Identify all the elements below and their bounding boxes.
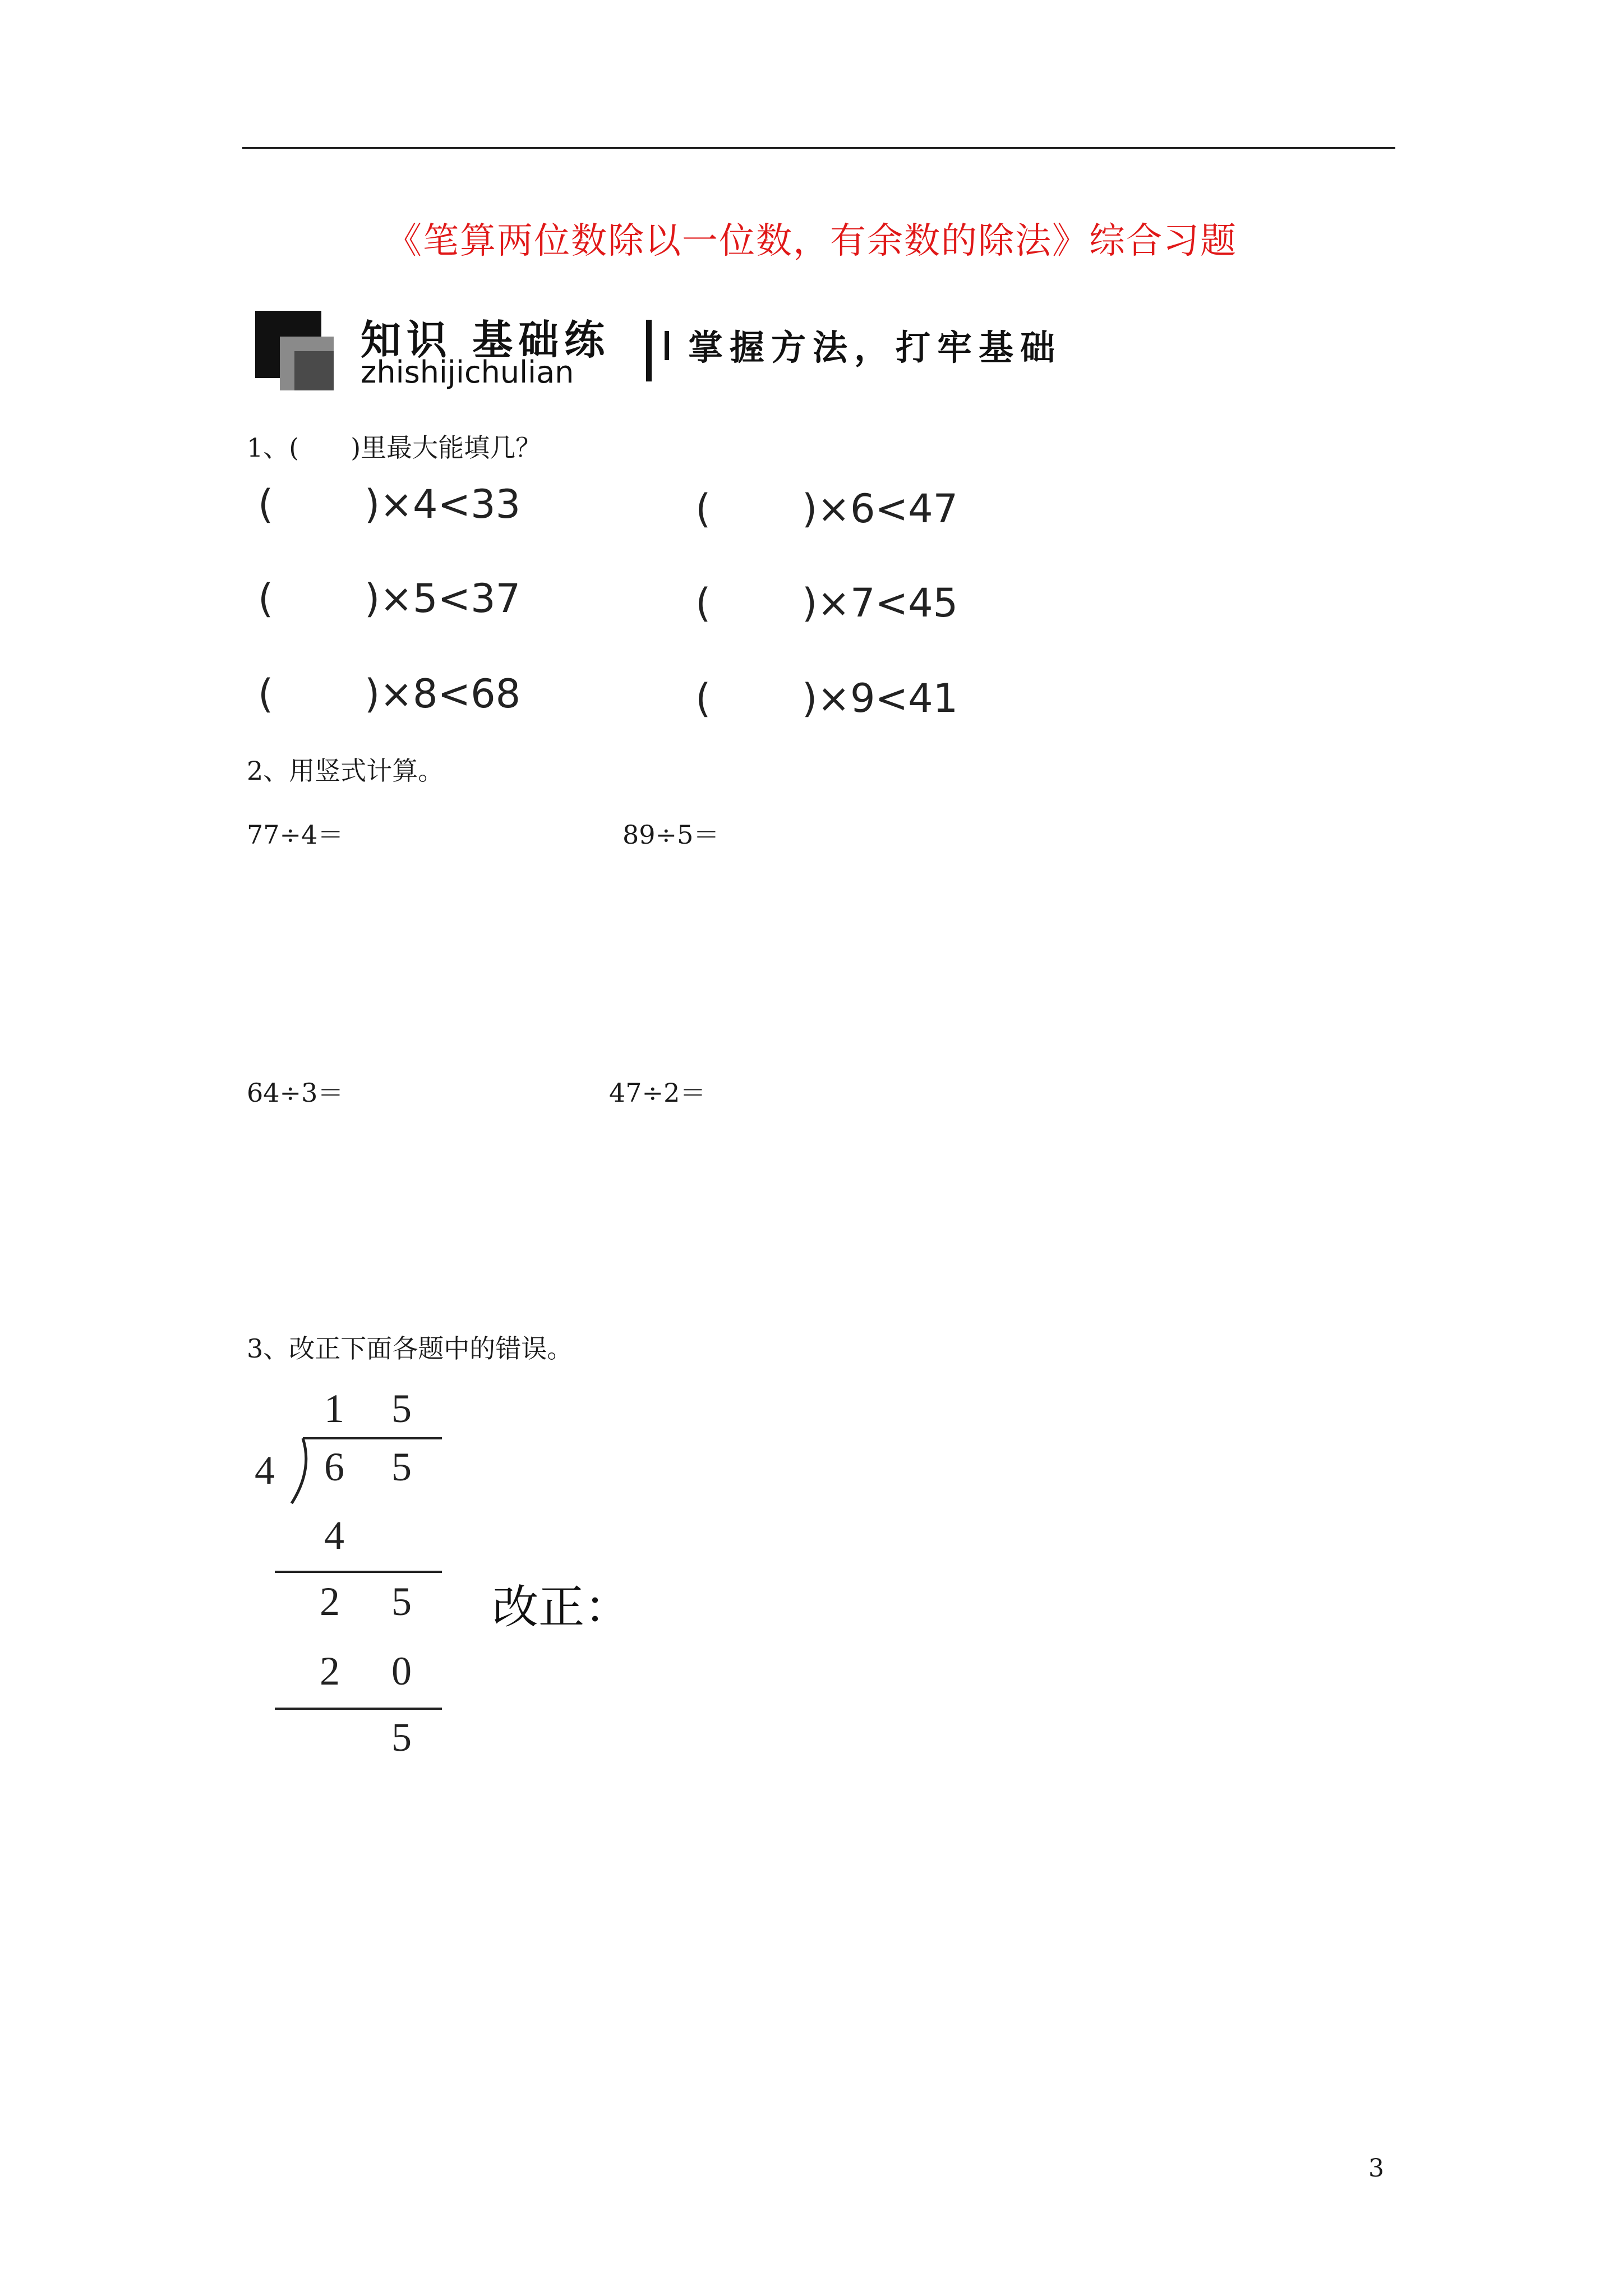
question-1-heading: 1、( )里最大能填几？ [247,432,542,463]
banner-slogan: 掌握方法，打牢基础 [688,327,1062,368]
product-digit: 0 [391,1649,412,1694]
banner-pinyin: zhishijichulian [361,355,574,390]
calculation-item: 64÷3＝ [247,1078,344,1108]
blank-paren[interactable]: ( [258,481,274,527]
dividend-digit: 6 [324,1444,344,1489]
dividend-digit: 5 [391,1444,412,1489]
remainder: 5 [391,1715,412,1760]
blank-paren[interactable]: ( [258,576,274,622]
page-title: 《笔算两位数除以一位数，有余数的除法》综合习题 [386,220,1237,262]
header-rule [242,147,1395,149]
inequality-item: ( )×9<41 [695,675,958,721]
partial-digit: 5 [391,1579,412,1624]
inequality-item: ( )×7<45 [695,580,958,626]
subtraction-line [275,1571,442,1573]
banner-tick-mark [665,331,669,360]
calculation-item: 47÷2＝ [609,1078,706,1108]
calculation-item: 89÷5＝ [623,820,720,850]
product-digit: 4 [324,1513,344,1558]
inequality-item: ( )×6<47 [695,486,958,532]
banner-square-icon-mid [294,351,334,390]
question-2-heading: 2、用竖式计算。 [247,756,444,786]
banner-title: 知识 基础练 [361,316,611,364]
inequality-item: ( )×5<37 [258,576,521,622]
product-digit: 2 [320,1649,340,1694]
inequality-item: ( )×8<68 [258,671,521,717]
blank-paren[interactable]: ( [695,675,711,721]
inequality-item: ( )×4<33 [258,481,521,527]
blank-paren[interactable]: ( [695,580,711,626]
blank-paren[interactable]: ( [695,486,711,532]
question-3-heading: 3、改正下面各题中的错误。 [247,1333,573,1364]
quotient-digit: 5 [391,1386,412,1431]
blank-paren[interactable]: ( [258,671,274,717]
division-bracket [280,1436,314,1509]
subtraction-line [275,1708,442,1710]
division-bar [303,1437,442,1439]
section-banner [255,303,1062,393]
quotient-digit: 1 [324,1386,344,1431]
calculation-item: 77÷4＝ [247,820,344,850]
banner-divider [646,320,652,381]
correction-label: 改正： [492,1581,631,1634]
page-number: 3 [1368,2154,1384,2183]
divisor: 4 [255,1448,275,1493]
long-division [247,1386,460,1789]
partial-digit: 2 [320,1579,340,1624]
